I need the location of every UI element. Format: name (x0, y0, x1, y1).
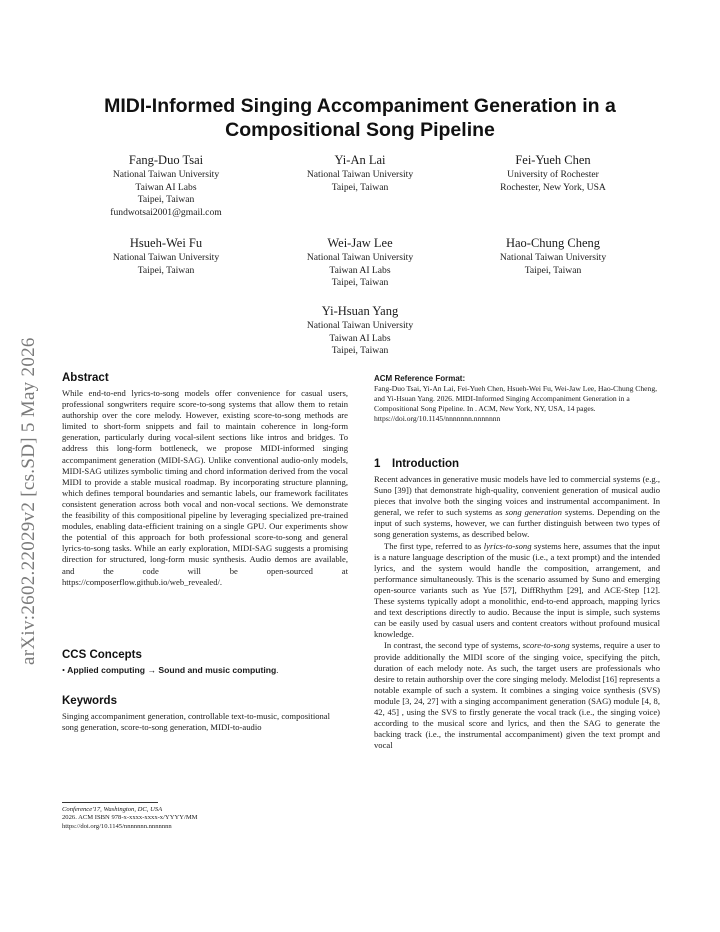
footnote-rule (62, 802, 158, 803)
author-affil: Taipei, Taiwan (137, 194, 195, 206)
author-block (260, 152, 460, 194)
author-affil: Taipei, Taiwan (331, 345, 389, 357)
author-affil: Taiwan AI Labs (329, 332, 391, 344)
acm-ref-text: Fang-Duo Tsai, Yi-An Lai, Fei-Yueh Chen, Hsueh-Wei Fu, Wei-Jaw Lee, Hao-Chung Cheng, and Yi-Hsuan Yang. 2026. MIDI-Informed Singing Accompaniment Generation in a Compositional Song Pipeline. In . ACM, New York, NY, USA, 14 pages. https://doi.org/10.1145/nnnnnnn.nnnnnnn (374, 384, 658, 424)
intro-paragraph: The first type, referred to as lyrics-to-song systems here, assumes that the input is a nature language description of the music (i.e., a text prompt) and the intended lyrics, and the system would handle the composition, arrangement, and performance simultaneously. This is the scenario assumed by Suno and emerging open-source variants such as Yue [57], DiffRhythm [29], and ACE-Step [12]. These systems typically adopt a monolithic, end-to-end approach, mapping lyrics and text descriptions directly to audio. Because the input is simple, such systems can be easily used by casual users and content creators without profound musical knowledge. (374, 540, 660, 640)
author-affil: National Taiwan University (112, 252, 220, 263)
intro-heading (374, 457, 660, 471)
footnote-isbn: 2026. ACM ISBN 978-x-xxxx-xxxx-x/YYYY/MM (62, 814, 198, 822)
author-name: Wei-Jaw Lee (327, 236, 393, 250)
keywords-section (62, 694, 348, 733)
ccs-section (62, 648, 348, 676)
author-block (453, 235, 653, 277)
author-affil: Taiwan AI Labs (329, 264, 391, 276)
author-block (453, 152, 653, 194)
author-name: Yi-An Lai (334, 153, 386, 167)
ccs-item-tail: . (276, 665, 279, 675)
author-affil: National Taiwan University (112, 169, 220, 180)
author-affil: Taipei, Taiwan (331, 181, 389, 193)
author-name: Hsueh-Wei Fu (129, 236, 203, 250)
author-affil: Taipei, Taiwan (331, 277, 389, 289)
author-name: Fei-Yueh Chen (515, 153, 591, 167)
author-affil: National Taiwan University (306, 320, 414, 331)
author-affil: University of Rochester (507, 169, 599, 180)
intro-paragraph: Recent advances in generative music models have led to commercial systems (e.g., Suno [39]) that demonstrate high-quality, convenient generation of musical audio pieces that involve both the singing voices and instrumental accompaniment. In general, we refer to such systems as song generation systems. Depending on the input of such systems, however, we can further distinguish between two types of song generation systems, as described below. (374, 474, 660, 540)
ccs-item-bold: Applied computing → Sound and music computing (67, 665, 277, 675)
acm-reference (374, 373, 660, 424)
author-affil: National Taiwan University (499, 252, 607, 263)
author-name: Yi-Hsuan Yang (321, 304, 399, 318)
intro-paragraph: In contrast, the second type of systems, score-to-song systems, require a user to provide additionally the MIDI score of the singing voice, specifying the pitch, duration of each melody note. As such, the target users are professionals who desire to retain authorship over the core singing melody. Melodist [16] represents a notable example of such a system. It combines a singing voice synthesis (SVS) module [3, 24, 27] with a singing accompaniment generation (SAG) module [4, 8, 42, 45] , using the SVS to firstly generate the vocal track (i.e., the singing voice) according to the musical score and lyrics, and then the SAG to generate the backing track (i.e., the instrumental accompaniment) given the text prompt and vocal (374, 640, 660, 751)
author-block (66, 152, 266, 219)
author-email: fundwotsai2001@gmail.com (110, 206, 222, 218)
author-name: Fang-Duo Tsai (128, 153, 204, 167)
abstract-heading: Abstract (62, 372, 109, 384)
abstract-text: While end-to-end lyrics-to-song models offer convenience for casual users, professional songwriters require score-to-song systems that allow them to retain authorship over the core melody. However, existing score-to-song methods are limited to short-form snippets and fail to maintain coherence in long-form generation, particularly during vocal-silent sections like intros and bridges. To address this long-form bottleneck, we propose MIDI-informed singing accompaniment generation (MIDI-SAG). Unlike conventional audio-only models, MIDI-SAG utilizes symbolic timing and chord information derived from the vocal MIDI to provide a stable musical roadmap. By incorporating structure planning, which defines temporal boundaries and semantic labels, our framework facilitates consistent generation across both vocal and non-vocal sections. We demonstrate the feasibility of this compositional pipeline by leveraging specialized pre-trained modules, enabling data-efficient training on a single GPU. Our experiments show the potential of this approach for both professional score-to-song and general lyrics-to-song tasks. While an early exploration, MIDI-SAG suggests a promising direction for structured, long-form music synthesis. Audio demos are available, and the code will be open-sourced at https://composerflow.github.io/web_revealed/. (62, 388, 348, 587)
section-number: 1 (374, 458, 381, 470)
ccs-heading: CCS Concepts (62, 649, 142, 661)
author-affil: Taipei, Taiwan (524, 264, 582, 276)
section-title: Introduction (392, 458, 460, 470)
arxiv-stamp: arXiv:2602.22029v2 [cs.SD] 5 May 2026 (18, 337, 39, 665)
paper-title: MIDI-Informed Singing Accompaniment Generation in a Compositional Song Pipeline (104, 95, 616, 141)
abstract-section (62, 371, 348, 588)
footnote (62, 806, 348, 831)
intro-section (374, 457, 660, 751)
keywords-heading: Keywords (62, 695, 117, 707)
footnote-doi: https://doi.org/10.1145/nnnnnnn.nnnnnnn (62, 822, 172, 830)
author-affil: Taipei, Taiwan (137, 264, 195, 276)
author-affil: National Taiwan University (306, 169, 414, 180)
footnote-venue: Conference'17, Washington, DC, USA (62, 806, 163, 813)
keywords-text: Singing accompaniment generation, controllable text-to-music, compositional song generation, score-to-song generation, MIDI-to-audio (62, 711, 331, 733)
ccs-item (62, 665, 348, 676)
author-affil: Taiwan AI Labs (135, 181, 197, 193)
author-name: Hao-Chung Cheng (505, 236, 601, 250)
acm-ref-heading: ACM Reference Format: (374, 374, 466, 383)
author-block (260, 303, 460, 358)
author-block (260, 235, 460, 290)
author-affil: Rochester, New York, USA (500, 181, 606, 193)
author-affil: National Taiwan University (306, 252, 414, 263)
ccs-bullet: • (62, 665, 66, 675)
author-block (66, 235, 266, 277)
